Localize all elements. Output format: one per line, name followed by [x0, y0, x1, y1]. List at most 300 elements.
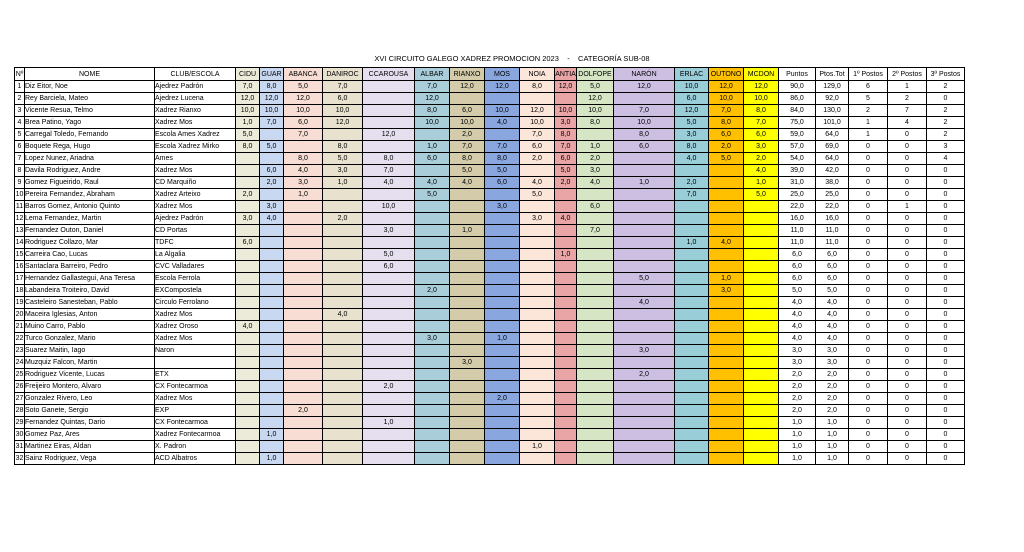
table-cell: [363, 93, 415, 105]
table-cell: [236, 225, 260, 237]
table-cell: 0: [849, 177, 888, 189]
table-cell: 11,0: [816, 225, 849, 237]
table-cell: [284, 321, 323, 333]
table-cell: [555, 261, 577, 273]
table-cell: 25: [15, 369, 25, 381]
table-cell: 86,0: [779, 93, 816, 105]
table-cell: 12,0: [260, 93, 284, 105]
table-cell: [520, 261, 555, 273]
table-cell: 4,0: [415, 177, 450, 189]
table-cell: [284, 357, 323, 369]
table-cell: Xadrez Fontecarmoa: [155, 429, 236, 441]
table-cell: [744, 333, 779, 345]
table-cell: [555, 297, 577, 309]
table-cell: 6,0: [816, 261, 849, 273]
table-cell: [284, 249, 323, 261]
table-cell: [520, 369, 555, 381]
table-cell: Xadrez Mos: [155, 393, 236, 405]
table-row: [15, 129, 965, 141]
table-cell: 84,0: [779, 105, 816, 117]
table-cell: Circulo Ferrolano: [155, 297, 236, 309]
table-row: [15, 417, 965, 429]
table-cell: 4,0: [779, 309, 816, 321]
table-cell: [555, 357, 577, 369]
table-cell: 0: [927, 213, 965, 225]
table-cell: Soto Ganete, Sergio: [25, 405, 155, 417]
table-cell: [577, 285, 614, 297]
table-cell: Xadrez Mos: [155, 165, 236, 177]
table-cell: Brea Patino, Yago: [25, 117, 155, 129]
table-cell: 0: [927, 237, 965, 249]
table-cell: [744, 261, 779, 273]
table-cell: Labandeira Troiteiro, David: [25, 285, 155, 297]
table-cell: [260, 321, 284, 333]
table-cell: 7,0: [284, 129, 323, 141]
table-cell: [520, 309, 555, 321]
table-cell: [709, 297, 744, 309]
table-cell: 0: [849, 141, 888, 153]
table-cell: [450, 381, 485, 393]
table-cell: 31: [15, 441, 25, 453]
table-cell: [236, 333, 260, 345]
table-cell: 11,0: [779, 237, 816, 249]
table-cell: [284, 309, 323, 321]
table-cell: 3,0: [779, 357, 816, 369]
table-cell: [744, 225, 779, 237]
table-cell: [236, 381, 260, 393]
table-cell: Ames: [155, 153, 236, 165]
table-cell: [709, 225, 744, 237]
table-cell: [744, 345, 779, 357]
table-cell: [450, 189, 485, 201]
table-cell: 90,0: [779, 81, 816, 93]
table-cell: [323, 369, 363, 381]
table-cell: 0: [888, 225, 927, 237]
table-cell: [744, 417, 779, 429]
table-cell: 5,0: [614, 273, 675, 285]
table-cell: [415, 453, 450, 465]
table-cell: [577, 405, 614, 417]
table-cell: [415, 321, 450, 333]
table-cell: Sainz Rodriguez, Vega: [25, 453, 155, 465]
column-header: CIDU: [236, 68, 260, 81]
table-cell: [284, 225, 323, 237]
table-cell: 0: [849, 249, 888, 261]
table-cell: 5,0: [744, 189, 779, 201]
table-cell: [675, 225, 709, 237]
table-cell: [485, 213, 520, 225]
table-cell: [577, 453, 614, 465]
table-cell: [614, 189, 675, 201]
table-cell: 0: [888, 129, 927, 141]
table-cell: 7: [888, 105, 927, 117]
table-cell: 4,0: [555, 213, 577, 225]
table-cell: [450, 369, 485, 381]
table-cell: 64,0: [816, 129, 849, 141]
table-cell: [415, 201, 450, 213]
table-cell: 0: [888, 285, 927, 297]
table-cell: 0: [927, 189, 965, 201]
table-cell: [520, 93, 555, 105]
table-row: [15, 321, 965, 333]
table-cell: 22,0: [779, 201, 816, 213]
table-cell: [614, 309, 675, 321]
table-cell: 0: [849, 261, 888, 273]
table-cell: 4,0: [577, 177, 614, 189]
table-cell: [450, 297, 485, 309]
table-cell: [450, 285, 485, 297]
table-cell: [520, 321, 555, 333]
table-cell: 0: [927, 177, 965, 189]
table-row: [15, 405, 965, 417]
table-cell: 1,0: [555, 249, 577, 261]
table-cell: [260, 309, 284, 321]
table-cell: 6,0: [614, 141, 675, 153]
table-cell: 0: [888, 153, 927, 165]
column-header: ANTIA: [555, 68, 577, 81]
table-cell: [236, 453, 260, 465]
table-cell: 0: [888, 177, 927, 189]
table-cell: [236, 177, 260, 189]
table-cell: [236, 441, 260, 453]
table-cell: [555, 429, 577, 441]
table-cell: [284, 213, 323, 225]
table-cell: [614, 93, 675, 105]
table-cell: [450, 417, 485, 429]
table-cell: 0: [849, 345, 888, 357]
table-cell: [415, 405, 450, 417]
table-cell: [744, 369, 779, 381]
table-cell: [284, 141, 323, 153]
table-cell: Diz Eitor, Noe: [25, 81, 155, 93]
table-cell: 0: [927, 333, 965, 345]
table-cell: 0: [849, 213, 888, 225]
table-cell: 10,0: [236, 105, 260, 117]
table-cell: [709, 429, 744, 441]
column-header: ERLAC: [675, 68, 709, 81]
table-cell: [709, 165, 744, 177]
table-cell: 130,0: [816, 105, 849, 117]
table-cell: 0: [888, 441, 927, 453]
table-cell: 0: [927, 453, 965, 465]
table-cell: [415, 297, 450, 309]
table-cell: [485, 261, 520, 273]
table-cell: [485, 381, 520, 393]
table-cell: [415, 165, 450, 177]
table-cell: [450, 429, 485, 441]
table-cell: EXCompostela: [155, 285, 236, 297]
table-cell: [450, 345, 485, 357]
table-cell: Xadrez Mos: [155, 201, 236, 213]
table-cell: 7,0: [577, 225, 614, 237]
table-row: [15, 105, 965, 117]
table-cell: Escola Ames Xadrez: [155, 129, 236, 141]
table-cell: [236, 165, 260, 177]
table-cell: 12,0: [709, 81, 744, 93]
table-row: [15, 213, 965, 225]
table-cell: [709, 369, 744, 381]
table-cell: Muino Carro, Pablo: [25, 321, 155, 333]
table-cell: [284, 453, 323, 465]
table-cell: 4,0: [779, 321, 816, 333]
table-cell: 6,0: [744, 129, 779, 141]
table-cell: 3,0: [260, 201, 284, 213]
table-cell: 7: [15, 153, 25, 165]
table-cell: 1,0: [779, 429, 816, 441]
table-cell: 1,0: [614, 177, 675, 189]
table-cell: 3,0: [363, 225, 415, 237]
table-cell: Carreira Cao, Lucas: [25, 249, 155, 261]
table-cell: [450, 309, 485, 321]
table-cell: 0: [927, 441, 965, 453]
table-cell: 7,0: [236, 81, 260, 93]
table-cell: [675, 453, 709, 465]
table-cell: 7,0: [260, 117, 284, 129]
table-cell: [323, 261, 363, 273]
table-cell: 4,0: [816, 297, 849, 309]
table-cell: [450, 405, 485, 417]
table-cell: Xadrez Rianxo: [155, 105, 236, 117]
table-row: [15, 381, 965, 393]
table-cell: [614, 165, 675, 177]
table-cell: 12,0: [577, 93, 614, 105]
table-cell: 29: [15, 417, 25, 429]
table-cell: [520, 345, 555, 357]
table-cell: 2: [927, 105, 965, 117]
table-cell: [614, 153, 675, 165]
table-cell: [415, 249, 450, 261]
table-cell: Fernandez Outon, Daniel: [25, 225, 155, 237]
table-cell: [450, 213, 485, 225]
table-cell: 2,0: [709, 141, 744, 153]
table-cell: [363, 453, 415, 465]
table-cell: [577, 213, 614, 225]
table-cell: [614, 213, 675, 225]
column-header: Puntos: [779, 68, 816, 81]
table-cell: 12,0: [284, 93, 323, 105]
table-cell: [323, 321, 363, 333]
table-cell: 7,0: [520, 129, 555, 141]
table-cell: 2,0: [323, 213, 363, 225]
table-cell: 10: [15, 189, 25, 201]
table-cell: 13: [15, 225, 25, 237]
table-cell: [323, 285, 363, 297]
table-cell: [520, 225, 555, 237]
table-cell: [260, 441, 284, 453]
table-cell: [415, 429, 450, 441]
table-cell: 5,0: [577, 81, 614, 93]
table-cell: 10,0: [577, 105, 614, 117]
table-row: [15, 273, 965, 285]
table-cell: [577, 369, 614, 381]
table-cell: 8,0: [284, 153, 323, 165]
table-cell: 8,0: [577, 117, 614, 129]
table-cell: 0: [849, 165, 888, 177]
table-cell: [363, 213, 415, 225]
table-cell: 4,0: [614, 297, 675, 309]
table-cell: 12,0: [520, 105, 555, 117]
table-cell: 0: [849, 153, 888, 165]
table-cell: [236, 357, 260, 369]
table-cell: [284, 201, 323, 213]
table-cell: 1,0: [779, 453, 816, 465]
table-cell: [520, 429, 555, 441]
table-cell: 0: [927, 249, 965, 261]
table-cell: 30: [15, 429, 25, 441]
table-cell: 6,0: [485, 177, 520, 189]
table-cell: [415, 213, 450, 225]
table-cell: 4,0: [709, 237, 744, 249]
table-cell: [450, 249, 485, 261]
table-cell: [363, 309, 415, 321]
table-cell: Escola Ferrola: [155, 273, 236, 285]
table-cell: 12,0: [450, 81, 485, 93]
table-row: [15, 441, 965, 453]
table-cell: 0: [888, 237, 927, 249]
table-cell: [323, 393, 363, 405]
table-cell: 92,0: [816, 93, 849, 105]
table-cell: 1,0: [779, 417, 816, 429]
table-cell: [709, 357, 744, 369]
table-cell: [520, 405, 555, 417]
table-cell: 24: [15, 357, 25, 369]
table-cell: [709, 309, 744, 321]
table-cell: 0: [927, 429, 965, 441]
table-cell: 1,0: [816, 453, 849, 465]
table-cell: [323, 273, 363, 285]
table-cell: [284, 369, 323, 381]
table-cell: 6,0: [260, 165, 284, 177]
table-cell: [450, 441, 485, 453]
table-cell: Rodriguez Collazo, Mar: [25, 237, 155, 249]
table-cell: [555, 333, 577, 345]
table-cell: [555, 93, 577, 105]
table-cell: 16,0: [779, 213, 816, 225]
table-cell: [260, 405, 284, 417]
table-cell: [363, 357, 415, 369]
table-cell: Martinez Eiras, Aldan: [25, 441, 155, 453]
table-cell: [284, 393, 323, 405]
table-cell: 2,0: [779, 369, 816, 381]
table-cell: [709, 453, 744, 465]
table-cell: [485, 249, 520, 261]
table-cell: 5,0: [816, 285, 849, 297]
table-cell: 5,0: [415, 189, 450, 201]
table-cell: 3: [927, 141, 965, 153]
table-cell: [485, 357, 520, 369]
table-cell: [555, 321, 577, 333]
table-cell: [450, 237, 485, 249]
table-cell: 39,0: [779, 165, 816, 177]
table-cell: [520, 381, 555, 393]
table-cell: 27: [15, 393, 25, 405]
table-cell: 1,0: [236, 117, 260, 129]
table-cell: 0: [927, 261, 965, 273]
column-header: DANIROC: [323, 68, 363, 81]
table-cell: 0: [849, 369, 888, 381]
table-cell: 8,0: [323, 141, 363, 153]
table-cell: [415, 273, 450, 285]
table-cell: [577, 129, 614, 141]
table-cell: 10,0: [555, 105, 577, 117]
table-cell: Xadrez Oroso: [155, 321, 236, 333]
table-cell: Carregal Toledo, Fernando: [25, 129, 155, 141]
table-cell: [520, 285, 555, 297]
table-cell: [675, 405, 709, 417]
table-cell: 7,0: [450, 141, 485, 153]
column-header: NOIA: [520, 68, 555, 81]
table-cell: 8,0: [260, 81, 284, 93]
table-cell: Naron: [155, 345, 236, 357]
column-header: Ptos.Tot: [816, 68, 849, 81]
table-cell: 1: [849, 117, 888, 129]
table-cell: [236, 429, 260, 441]
table-cell: 3,0: [236, 213, 260, 225]
table-cell: 8: [15, 165, 25, 177]
table-cell: Ajedrez Lucena: [155, 93, 236, 105]
table-cell: Xadrez Mos: [155, 117, 236, 129]
table-cell: [363, 237, 415, 249]
table-cell: 10,0: [415, 117, 450, 129]
table-cell: [260, 273, 284, 285]
table-cell: [284, 285, 323, 297]
table-cell: 5,0: [555, 165, 577, 177]
table-cell: 4,0: [520, 177, 555, 189]
table-cell: 0: [927, 297, 965, 309]
table-cell: [614, 285, 675, 297]
table-cell: 8,0: [236, 141, 260, 153]
table-cell: 7,0: [323, 81, 363, 93]
table-cell: [744, 441, 779, 453]
table-cell: 0: [888, 429, 927, 441]
table-cell: 0: [927, 321, 965, 333]
table-cell: [744, 201, 779, 213]
table-cell: [577, 189, 614, 201]
table-cell: [577, 237, 614, 249]
table-cell: CD Marquiño: [155, 177, 236, 189]
table-cell: 4,0: [675, 153, 709, 165]
table-cell: 0: [849, 441, 888, 453]
table-cell: 0: [888, 381, 927, 393]
table-cell: 2,0: [577, 153, 614, 165]
table-row: [15, 141, 965, 153]
table-cell: [555, 417, 577, 429]
table-cell: 3,0: [284, 177, 323, 189]
table-cell: 6,0: [816, 249, 849, 261]
table-cell: [709, 441, 744, 453]
table-cell: 0: [888, 309, 927, 321]
table-cell: 8,0: [675, 141, 709, 153]
table-cell: 6,0: [415, 153, 450, 165]
table-cell: 3,0: [450, 357, 485, 369]
table-cell: 2,0: [236, 189, 260, 201]
table-cell: 20: [15, 309, 25, 321]
table-cell: 0: [888, 357, 927, 369]
table-cell: 0: [849, 225, 888, 237]
table-cell: [744, 321, 779, 333]
table-cell: [675, 333, 709, 345]
table-cell: 3,0: [816, 345, 849, 357]
table-cell: CD Portas: [155, 225, 236, 237]
table-cell: 0: [849, 453, 888, 465]
table-cell: [520, 165, 555, 177]
table-cell: 12,0: [555, 81, 577, 93]
table-cell: 1: [888, 81, 927, 93]
table-cell: 0: [927, 369, 965, 381]
table-cell: 0: [849, 189, 888, 201]
table-cell: 6,0: [779, 261, 816, 273]
table-cell: [675, 321, 709, 333]
